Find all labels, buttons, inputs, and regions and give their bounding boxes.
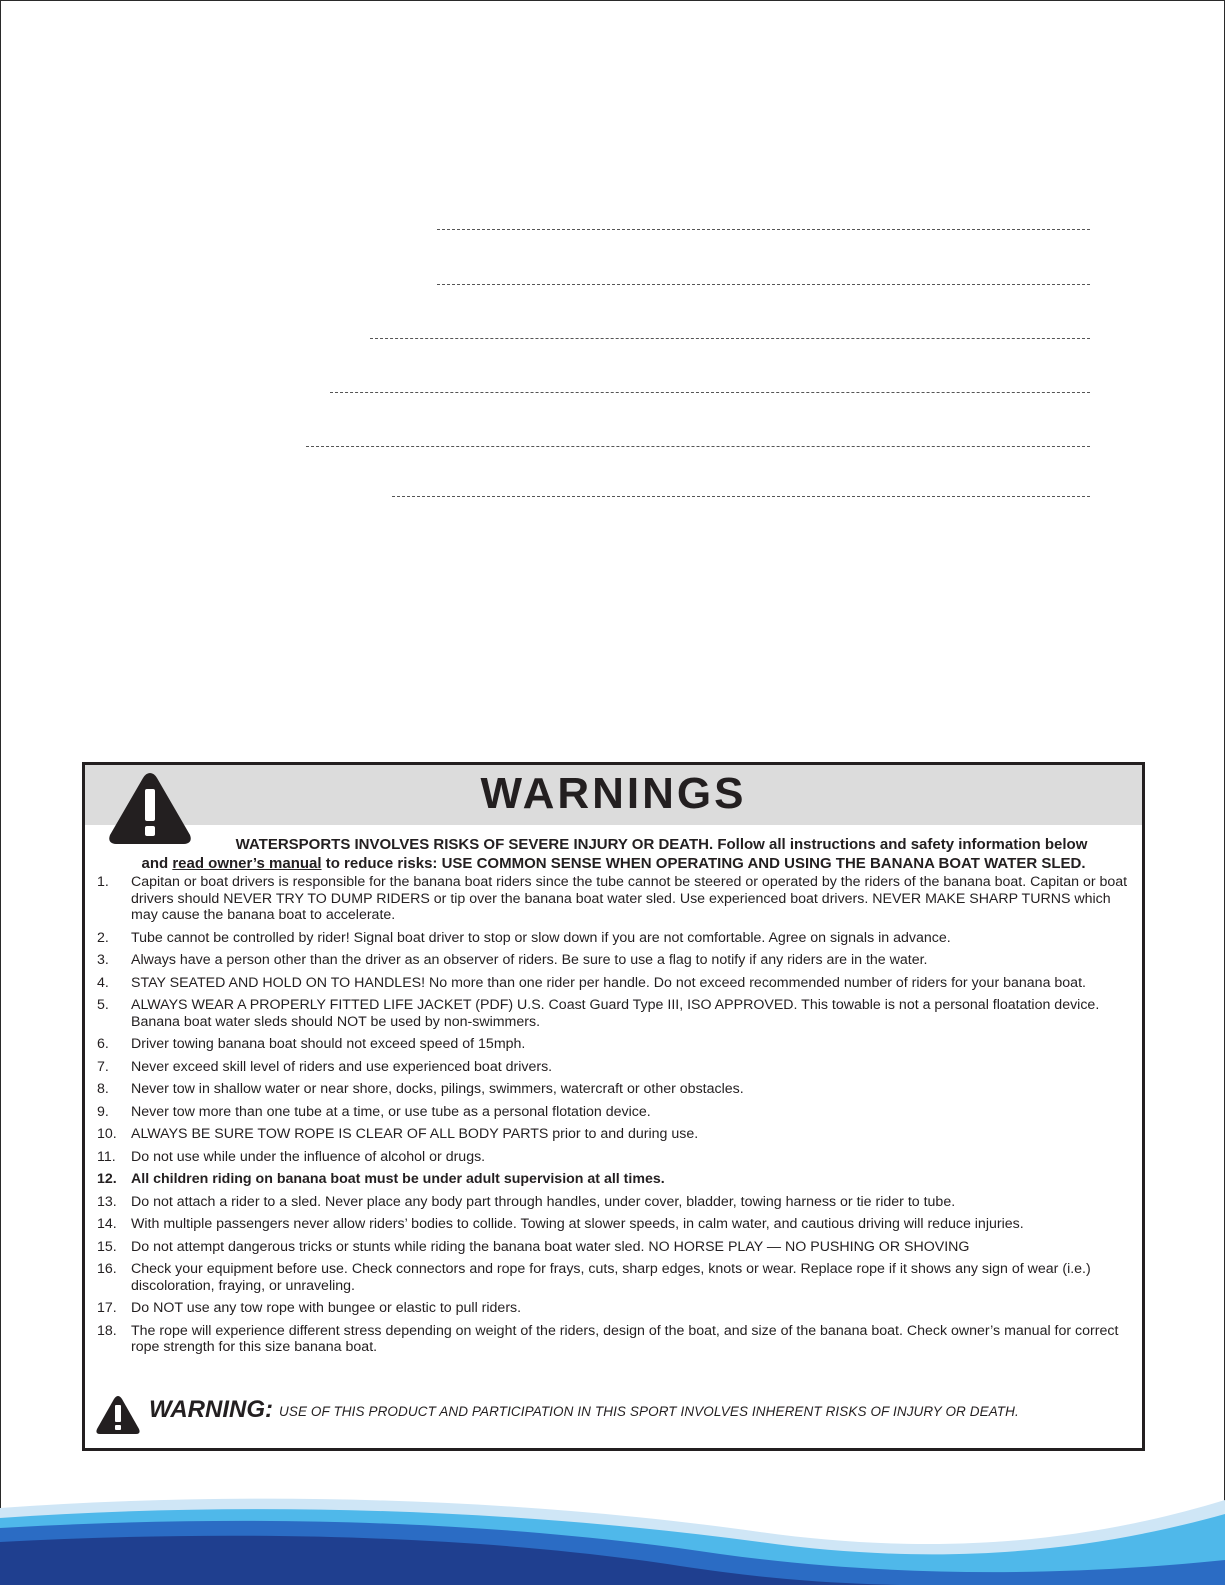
item-number: 6. <box>97 1036 109 1052</box>
item-text: ALWAYS WEAR A PROPERLY FITTED LIFE JACKET (PDF) U.S. Coast Guard Type III, ISO APPROVED. This towable is not a personal floatation device. Banana boat water sleds should NOT be used by non-swimmers. <box>131 997 1100 1030</box>
warnings-intro <box>103 835 1124 873</box>
warnings-list <box>97 874 1128 1362</box>
item-number: 8. <box>97 1081 109 1097</box>
warnings-title: WARNINGS <box>480 769 747 818</box>
blank-line-4[interactable] <box>330 392 1090 393</box>
intro-line-2: to reduce risks: USE COMMON SENSE WHEN OPERATING AND USING THE BANANA BOAT WATER SLED. <box>321 855 1086 872</box>
list-item <box>97 1036 1128 1053</box>
list-item <box>97 1323 1128 1356</box>
blank-line-2[interactable] <box>437 284 1090 285</box>
list-item <box>97 1239 1128 1256</box>
warnings-header <box>85 765 1142 825</box>
item-number: 17. <box>97 1300 117 1316</box>
item-text: Check your equipment before use. Check connectors and rope for frays, cuts, sharp edges, knots or wear. Replace rope if it shows any sign of wear (i.e.) discoloration, fraying, or unraveling. <box>131 1261 1091 1294</box>
intro-line-1: WATERSPORTS INVOLVES RISKS OF SEVERE INJURY OR DEATH. Follow all instructions and safety information below <box>235 836 1088 853</box>
list-item <box>97 1261 1128 1294</box>
item-text: With multiple passengers never allow riders’ bodies to collide. Towing at slower speeds, in calm water, and cautious driving will reduce injuries. <box>131 1216 1024 1232</box>
item-number: 18. <box>97 1322 117 1339</box>
list-item <box>97 874 1128 924</box>
item-text: Never tow more than one tube at a time, or use tube as a personal flotation device. <box>131 1103 651 1120</box>
item-text: ALWAYS BE SURE TOW ROPE IS CLEAR OF ALL BODY PARTS prior to and during use. <box>131 1126 699 1142</box>
item-number: 14. <box>97 1216 117 1232</box>
item-text: Tube cannot be controlled by rider! Signal boat driver to stop or slow down if you are not comfortable. Agree on signals in advance. <box>131 929 951 946</box>
footer-warning-text: USE OF THIS PRODUCT AND PARTICIPATION IN THIS SPORT INVOLVES INHERENT RISKS OF INJURY OR DEATH. <box>279 1404 1019 1419</box>
item-text: Do not use while under the influence of alcohol or drugs. <box>131 1148 486 1165</box>
list-item <box>97 975 1128 992</box>
item-text: Do not attach a rider to a sled. Never place any body part through handles, under cover, bladder, towing harness or tie rider to tube. <box>131 1193 956 1210</box>
blank-line-3[interactable] <box>370 338 1090 339</box>
warning-triangle-small-icon <box>95 1394 141 1436</box>
item-text: The rope will experience different stress depending on weight of the riders, design of the boat, and size of the banana boat. Check owner’s manual for correct rope strength for this size banana boat. <box>131 1322 1119 1355</box>
list-item <box>97 1059 1128 1076</box>
item-number: 3. <box>97 952 109 968</box>
item-text: Driver towing banana boat should not exceed speed of 15mph. <box>131 1036 526 1052</box>
blank-line-6[interactable] <box>392 496 1090 497</box>
intro-and: and <box>141 855 173 872</box>
item-number: 15. <box>97 1238 117 1255</box>
list-item <box>97 1300 1128 1317</box>
list-item <box>97 1171 1128 1188</box>
warning-footer <box>95 1392 1132 1436</box>
item-text: Never tow in shallow water or near shore, docks, pilings, swimmers, watercraft or other obstacles. <box>131 1081 744 1097</box>
blank-line-5[interactable] <box>306 446 1090 447</box>
item-number: 4. <box>97 974 109 991</box>
item-text: Never exceed skill level of riders and use experienced boat drivers. <box>131 1058 553 1075</box>
item-text: Do NOT use any tow rope with bungee or elastic to pull riders. <box>131 1300 522 1316</box>
item-number: 13. <box>97 1193 117 1210</box>
list-item <box>97 1081 1128 1098</box>
list-item <box>97 1104 1128 1121</box>
item-text: All children riding on banana boat must be under adult supervision at all times. <box>131 1171 665 1187</box>
list-item <box>97 1126 1128 1143</box>
list-item <box>97 1216 1128 1233</box>
footer-warning-label: WARNING: <box>149 1396 273 1423</box>
item-number: 16. <box>97 1261 117 1277</box>
warnings-box <box>82 762 1145 1451</box>
item-text: Capitan or boat drivers is responsible for the banana boat riders since the tube cannot be steered or operated by the riders of the banana boat. Capitan or boat drivers should NEVER TRY TO DUMP RIDERS or tip over the banana boat water sled. Use experienced boat drivers. NEVER MAKE SHARP TURNS which may cause the banana boat to accelerate. <box>131 874 1128 923</box>
wave-decoration <box>0 1480 1225 1585</box>
item-number: 7. <box>97 1058 109 1075</box>
item-number: 9. <box>97 1103 109 1120</box>
owners-manual-link[interactable]: read owner’s manual <box>172 855 322 872</box>
item-text: Do not attempt dangerous tricks or stunts while riding the banana boat water sled. NO HORSE PLAY — NO PUSHING OR SHOVING <box>131 1238 970 1255</box>
item-number: 2. <box>97 929 109 946</box>
list-item <box>97 997 1128 1030</box>
list-item <box>97 1149 1128 1166</box>
item-number: 1. <box>97 874 109 890</box>
blank-line-1[interactable] <box>437 229 1090 230</box>
item-text: Always have a person other than the driver as an observer of riders. Be sure to use a flag to notify if any riders are in the water. <box>131 952 928 968</box>
item-text: STAY SEATED AND HOLD ON TO HANDLES! No more than one rider per handle. Do not exceed recommended number of riders for your banana boat. <box>131 974 1086 991</box>
item-number: 11. <box>97 1148 116 1165</box>
item-number: 5. <box>97 997 109 1013</box>
list-item <box>97 952 1128 969</box>
list-item <box>97 1194 1128 1211</box>
item-number: 12. <box>97 1171 117 1187</box>
list-item <box>97 930 1128 947</box>
item-number: 10. <box>97 1126 117 1142</box>
